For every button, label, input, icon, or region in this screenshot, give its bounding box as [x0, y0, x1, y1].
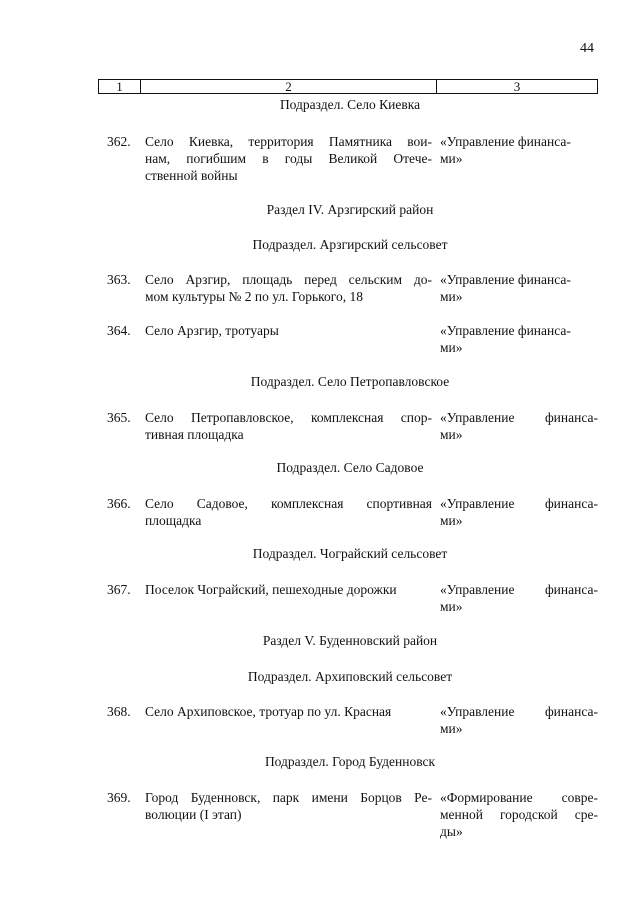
entry-number: 363. — [107, 272, 131, 287]
subsection-heading-petropavlovskoe: Подраздел. Село Петропавловское — [250, 374, 450, 389]
subsection-heading-sadovoe: Подраздел. Село Садовое — [276, 460, 424, 475]
entry-program-line: ды» — [440, 824, 463, 839]
entry-program — [440, 495, 598, 529]
entry-description — [145, 322, 432, 339]
list-item — [0, 789, 639, 849]
subsection-heading-arkhipovsky-council: Подраздел. Архиповский сельсовет — [247, 669, 453, 684]
entry-program-line: «Управление финанса- — [440, 582, 598, 597]
entry-number: 369. — [107, 790, 131, 805]
entry-program — [440, 409, 598, 443]
entry-description-line: волюции (I этап) — [145, 807, 242, 822]
entry-description-line: Село Киевка, территория Памятника вои- — [145, 134, 432, 149]
list-item — [0, 581, 639, 641]
entry-program-line: ми» — [440, 721, 463, 736]
entry-number: 366. — [107, 496, 131, 511]
column-header-1: 1 — [99, 80, 141, 93]
entry-description-line: ственной войны — [145, 168, 238, 183]
entry-description-line: Село Садовое, комплексная спортивная — [145, 496, 432, 511]
column-header-2: 2 — [141, 80, 437, 93]
entry-program-line: ми» — [440, 151, 463, 166]
entry-program-line: «Управление финанса- — [440, 704, 598, 719]
subsection-heading-arzgir-council: Подраздел. Арзгирский сельсовет — [252, 237, 448, 252]
entry-description — [145, 409, 432, 443]
entry-number: 368. — [107, 704, 131, 719]
entry-program — [440, 133, 598, 167]
entry-description — [145, 495, 432, 529]
entry-program-line: «Формирование совре- — [440, 790, 598, 805]
list-item — [0, 495, 639, 555]
entry-program-line: «Управление финанса- — [440, 410, 598, 425]
entry-description — [145, 581, 432, 598]
entry-program — [440, 581, 598, 615]
section-heading-budennovsk-district: Раздел V. Буденновский район — [262, 633, 438, 648]
list-item — [0, 322, 639, 382]
entry-description — [145, 703, 432, 720]
entry-description-line: Село Архиповское, тротуар по ул. Красная — [145, 704, 392, 719]
entry-program-line: «Управление финанса- — [440, 134, 571, 149]
entry-program-line: ми» — [440, 427, 463, 442]
entry-description-line: Село Арзгир, тротуары — [145, 323, 279, 338]
list-item — [0, 703, 639, 763]
entry-description-line: Поселок Чограйский, пешеходные дорожки — [145, 582, 397, 597]
entry-program — [440, 703, 598, 737]
subsection-heading-chograi-council: Подраздел. Чограйский сельсовет — [252, 546, 448, 561]
entry-description-line: площадка — [145, 513, 202, 528]
entry-description-line: Село Арзгир, площадь перед сельским до- — [145, 272, 432, 287]
entry-description-line: тивная площадка — [145, 427, 244, 442]
list-item — [0, 409, 639, 469]
entry-program-line: «Управление финанса- — [440, 496, 598, 511]
subsection-heading-kievka: Подраздел. Село Киевка — [279, 97, 421, 112]
entry-description — [145, 271, 432, 305]
column-header-3: 3 — [513, 79, 521, 94]
entry-description-line: Город Буденновск, парк имени Борцов Ре- — [145, 790, 432, 805]
table-header-row — [98, 79, 598, 94]
entry-description — [145, 133, 432, 184]
entry-number: 365. — [107, 410, 131, 425]
entry-program — [440, 322, 598, 356]
entry-program-line: ми» — [440, 340, 463, 355]
entry-number: 362. — [107, 134, 131, 149]
entry-program-line: менной городской сре- — [440, 807, 598, 822]
entry-program-line: ми» — [440, 289, 463, 304]
list-item — [0, 133, 639, 193]
entry-description-line: нам, погибшим в годы Великой Отече- — [145, 151, 432, 166]
entry-program-line: «Управление финанса- — [440, 272, 571, 287]
entry-description — [145, 789, 432, 823]
entry-number: 367. — [107, 582, 131, 597]
entry-description-line: Село Петропавловское, комплексная спор- — [145, 410, 432, 425]
entry-number: 364. — [107, 323, 131, 338]
entry-description-line: мом культуры № 2 по ул. Горького, 18 — [145, 289, 363, 304]
entry-program-line: «Управление финанса- — [440, 323, 571, 338]
entry-program-line: ми» — [440, 513, 463, 528]
entry-program — [440, 789, 598, 840]
entry-program-line: ми» — [440, 599, 463, 614]
entry-program — [440, 271, 598, 305]
subsection-heading-budennovsk-city: Подраздел. Город Буденновск — [264, 754, 436, 769]
page-number: 44 — [580, 41, 594, 56]
section-heading-arzgir-district: Раздел IV. Арзгирский район — [266, 202, 434, 217]
